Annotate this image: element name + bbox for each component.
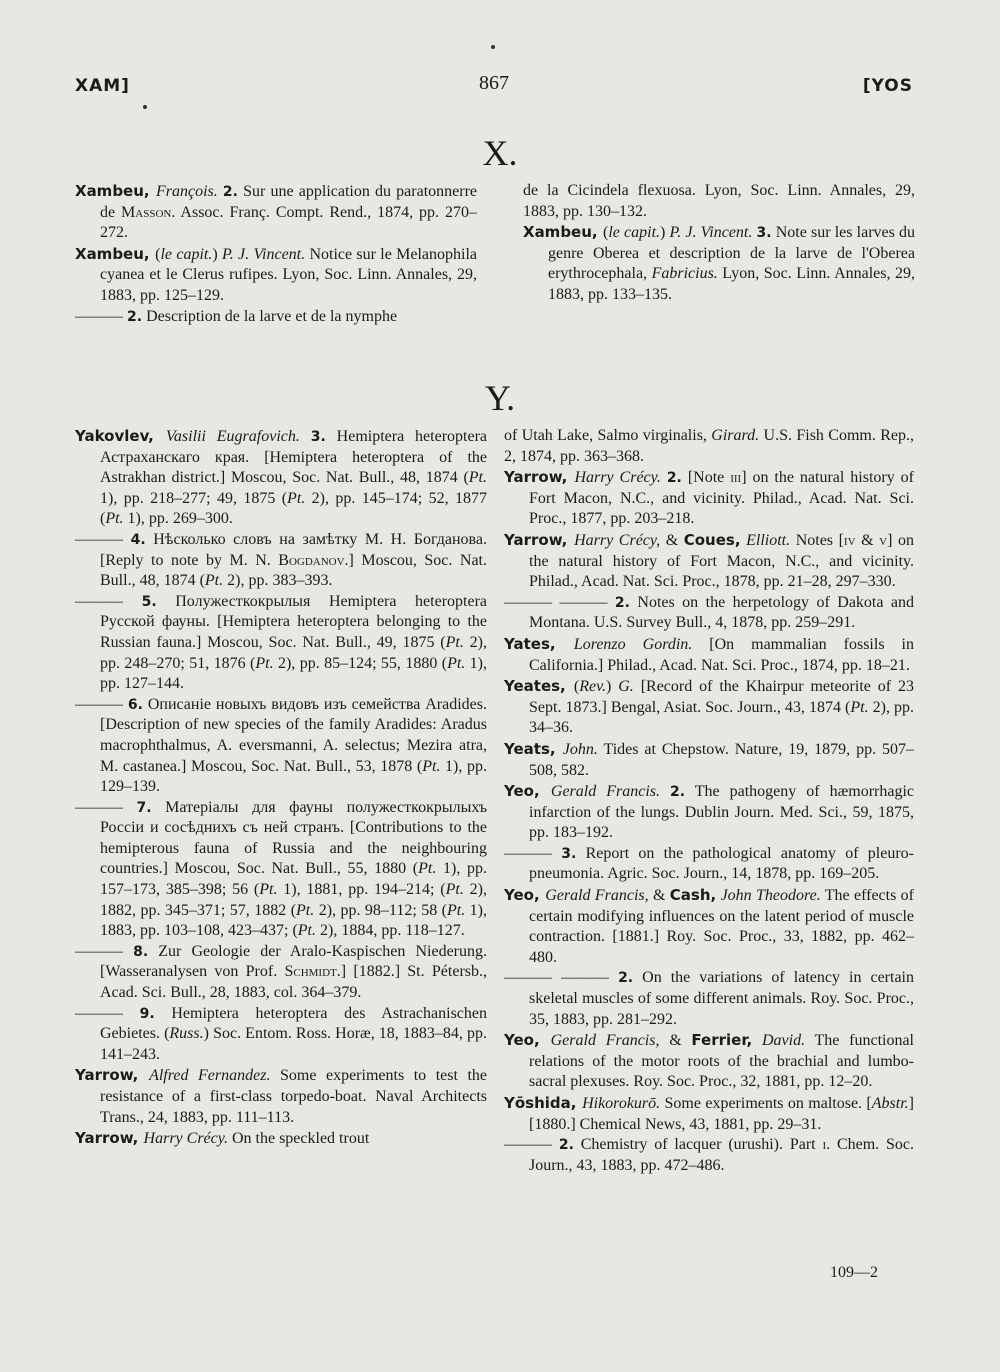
author-surname: Yeo, [504, 1031, 551, 1050]
entry-text: Harry Crécy. 2. [Note iii] on the natural history of Fort Macon, N.C., and vicinity. Philad., Acad. Nat. Sci. Proc., 1877, pp. 203–218. [529, 469, 914, 528]
entry-text: ——— 9. Hemiptera heteroptera des Astrachanischen Gebietes. (Russ.) Soc. Entom. Ross. Horæ, 18, 1883–84, pp. 141–243. [75, 1004, 487, 1063]
bibliography-entry [75, 1004, 487, 1066]
bibliography-entry [75, 592, 487, 695]
author-surname: Yeo, [504, 782, 551, 801]
bibliography-entry [504, 530, 914, 593]
running-head-left: XAM] [75, 76, 130, 96]
entry-text: Hikorokurō. Some experiments on maltose. [Abstr.] [1880.] Chemical News, 43, 1881, pp. 29–31. [529, 1095, 914, 1133]
bibliography-entry [75, 1128, 487, 1150]
entry-text: Harry Crécy. On the speckled trout [143, 1130, 370, 1148]
author-surname: Yates, [504, 634, 574, 653]
section-letter-y: Y. [484, 378, 516, 418]
entry-text: François. 2. Sur une application du paratonnerre de Masson. Assoc. Franç. Compt. Rend., 1874, pp. 270–272. [100, 183, 478, 242]
author-surname: Yōshida, [504, 1094, 583, 1112]
section-letter-x: X. [482, 133, 518, 173]
bibliography-entry [504, 634, 914, 676]
entry-text: ——— 6. Описаніе новыхъ видовъ изъ семейства Aradides. [Description of new species of the family Aradides: Aradus macrophthalmus, A. eversmanni, A. selectus; Mezira atra, M. castanea.] Moscou, Soc. Nat. Bull., 53, 1878 (Pt. 1), pp. 129–139. [75, 695, 488, 796]
bibliography-entry [75, 181, 477, 244]
entry-text: John. Tides at Chepstow. Nature, 19, 1879, pp. 507–508, 582. [529, 740, 914, 779]
author-surname: Xambeu, [75, 182, 156, 200]
entry-text: ——— 7. Матеріалы для фауны полужесткокрылыхъ Россіи и сосѣднихъ съ ней странъ. [Contributions to the hemipterous fauna of Russia and the neighbouring countries.] Moscou, Soc. Nat. Bull., 55, 1880 (Pt. 1), pp. 157–173, 385–398; 56 (Pt. 1), 1881, pp. 194–214; (Pt. 2), 1882, pp. 345–371; 57, 1882 (Pt. 2), pp. 98–112; 58 (Pt. 1), 1883, pp. 103–108, 423–437; (Pt. 2), 1884, pp. 118–127. [75, 798, 488, 940]
entry-text: ——— 3. Report on the pathological anatomy of pleuro-pneumonia. Agric. Soc. Journ., 14, 1878, pp. 169–205. [504, 844, 914, 883]
author-surname: Yakovlev, [75, 427, 166, 445]
x-left-column [75, 181, 477, 327]
author-surname: Yeates, [504, 677, 574, 696]
bibliography-entry [504, 1135, 914, 1176]
page-number: 867 [479, 72, 509, 94]
entry-text: ——— 2. Chemistry of lacquer (urushi). Part i. Chem. Soc. Journ., 43, 1883, pp. 472–486. [504, 1136, 915, 1174]
author-surname: Yarrow, [504, 530, 575, 549]
entry-text: (Rev.) G. [Record of the Khairpur meteorite of 23 Sept. 1873.] Bengal, Asiat. Soc. Journ., 43, 1874 (Pt. 2), pp. 34–36. [529, 678, 915, 737]
running-head [75, 72, 913, 106]
entry-text: Alfred Fernandez. Some experiments to test the resistance of a first-class torpedo-boat. Naval Architects Trans., 24, 1883, pp. 111–113. [100, 1067, 488, 1126]
bibliography-entry [504, 593, 914, 634]
bibliography-entry [504, 1030, 914, 1093]
bibliography-entry [504, 1093, 914, 1135]
entry-text: ——— 2. Description de la larve et de la nymphe [75, 307, 398, 325]
author-surname: Yeats, [504, 739, 563, 758]
entry-text: ——— 8. Zur Geologie der Aralo-Kaspischen Niederung. [Wasseranalysen von Prof. Schmidt.] [1882.] St. Pétersb., Acad. Sci. Bull., 28, 1883, col. 364–379. [75, 942, 488, 1002]
bibliography-entry [75, 942, 487, 1004]
bibliography-entry [75, 695, 487, 798]
bibliography-entry [75, 798, 487, 942]
bibliography-entry [504, 781, 914, 844]
author-surname: Yarrow, [504, 468, 575, 487]
running-head-right: [YOS [862, 76, 913, 96]
entry-text: (le capit.) P. J. Vincent. Notice sur le Melanophila cyanea et le Clerus rufipes. Lyon, Soc. Linn. Annales, 29, 1883, pp. 125–129. [100, 245, 478, 304]
bibliography-entry [75, 530, 487, 592]
entry-text: (le capit.) P. J. Vincent. 3. Note sur les larves du genre Oberea et description de la larve de l'Oberea erythrocephala, Fabricius. Lyon, Soc. Linn. Annales, 29, 1883, pp. 133–135. [548, 224, 916, 303]
bibliography-entry [504, 844, 914, 885]
entry-text: Gerald Francis, & Cash, John Theodore. The effects of certain modifying influences on the latent period of muscle contraction. [1881.] Roy. Soc. Proc., 33, 1882, pp. 462–480. [529, 886, 914, 966]
y-left-column [75, 426, 487, 1150]
entry-text: Lorenzo Gordin. [On mammalian fossils in California.] Philad., Acad. Nat. Sci. Proc., 1874, pp. 18–21. [529, 635, 914, 674]
entry-text: ——— 4. Нѣсколько словъ на замѣтку М. Н. Богданова. [Reply to note by M. N. Bogdanov.] Moscou, Soc. Nat. Bull., 48, 1874 (Pt. 2), pp. 383–393. [75, 530, 488, 590]
bibliography-entry [75, 244, 477, 307]
author-surname: Yarrow, [75, 1066, 150, 1085]
bibliography-entry [504, 739, 914, 781]
bibliography-entry [75, 307, 477, 328]
bibliography-entry [523, 222, 915, 305]
author-surname: Yarrow, [75, 1129, 144, 1148]
bibliography-entry [504, 885, 914, 968]
entry-text: ——— ——— 2. Notes on the herpetology of Dakota and Montana. U.S. Survey Bull., 4, 1878, pp. 259–291. [504, 593, 915, 632]
entry-text: Gerald Francis. 2. The pathogeny of hæmorrhagic infarction of the lungs. Dublin Journ. Med. Sci., 59, 1875, pp. 183–192. [529, 783, 915, 842]
print-speck [491, 45, 495, 49]
bibliography-entry [504, 467, 914, 530]
bibliography-entry [523, 181, 915, 222]
bibliography-entry [75, 426, 487, 530]
entry-text: de la Cicindela flexuosa. Lyon, Soc. Linn. Annales, 29, 1883, pp. 130–132. [523, 182, 915, 220]
entry-text: Vasilii Eugrafovich. 3. Hemiptera heteroptera Астраханскаго края. [Hemiptera heteroptera of the Astrakhan district.] Moscou, Soc. Nat. Bull., 48, 1874 (Pt. 1), pp. 218–277; 49, 1875 (Pt. 2), pp. 145–174; 52, 1877 (Pt. 1), pp. 269–300. [100, 428, 488, 528]
x-right-column [523, 181, 915, 306]
bibliography-entry [504, 426, 914, 467]
author-surname: Yeo, [504, 886, 546, 905]
entry-text: Gerald Francis, & Ferrier, David. The functional relations of the motor roots of the brachial and lumbo-sacral plexuses. Roy. Soc. Proc., 32, 1881, pp. 12–20. [529, 1031, 915, 1091]
bibliography-entry [504, 676, 914, 739]
author-surname: Xambeu, [75, 244, 156, 263]
entry-text: ——— ——— 2. On the variations of latency in certain skeletal muscles of some different animals. Roy. Soc. Proc., 35, 1883, pp. 281–292. [504, 969, 915, 1028]
y-right-column [504, 426, 914, 1176]
author-surname: Xambeu, [523, 223, 603, 242]
bibliography-entry [504, 968, 914, 1030]
entry-text: of Utah Lake, Salmo virginalis, Girard. U.S. Fish Comm. Rep., 2, 1874, pp. 363–368. [504, 427, 914, 465]
bibliography-entry [75, 1065, 487, 1128]
entry-text: ——— 5. Полужесткокрылыя Hemiptera heteroptera Русской фауны. [Hemiptera heteroptera belonging to the Russian fauna.] Moscou, Soc. Nat. Bull., 49, 1875 (Pt. 2), pp. 248–270; 51, 1876 (Pt. 2), pp. 85–124; 55, 1880 (Pt. 1), pp. 127–144. [75, 592, 488, 693]
signature-mark: 109—2 [830, 1264, 878, 1281]
entry-text: Harry Crécy, & Coues, Elliott. Notes [iv & v] on the natural history of Fort Macon, N.C., and vicinity. Philad., Acad. Nat. Sci. Proc., 1878, pp. 21–28, 297–330. [529, 530, 914, 591]
